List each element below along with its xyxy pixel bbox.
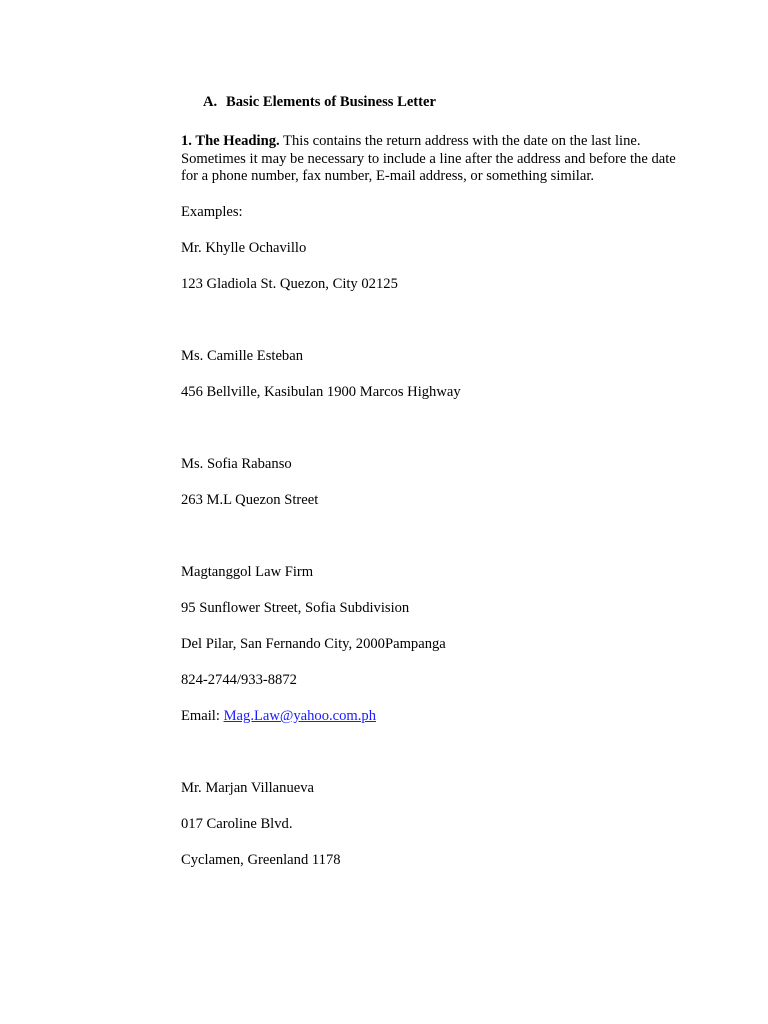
email-label: Email: [181,708,224,724]
example2-name: Ms. Camille Esteban [181,348,304,364]
section-heading [203,93,436,111]
section-title: Basic Elements of Business Letter [226,94,436,110]
example2-address: 456 Bellville, Kasibulan 1900 Marcos Highway [181,384,461,400]
section-letter: A. [203,94,218,110]
email-link[interactable]: Mag.Law@yahoo.com.ph [223,708,377,724]
example1-address: 123 Gladiola St. Quezon, City 02125 [181,276,398,292]
examples-label: Examples: [181,204,243,220]
paragraph-lead: 1. The Heading. [181,133,280,149]
example5-address1: 017 Caroline Blvd. [181,816,293,832]
example4-phone: 824-2744/933-8872 [181,672,297,688]
example4-address2: Del Pilar, San Fernando City, 2000Pampanga [181,636,446,652]
example4-name: Magtanggol Law Firm [181,564,314,580]
example4-email-line [181,707,376,725]
heading-paragraph [181,133,681,186]
example5-name: Mr. Marjan Villanueva [181,780,315,796]
example4-address1: 95 Sunflower Street, Sofia Subdivision [181,600,410,616]
example3-name: Ms. Sofia Rabanso [181,456,292,472]
example1-name: Mr. Khylle Ochavillo [181,240,307,256]
paragraph-text: This contains the return address with the date on the last line. Sometimes it may be necessary to include a line after the address and before the date for a phone number, fax number, E-mail address, or something similar. [181,133,676,184]
example3-address: 263 M.L Quezon Street [181,492,319,508]
example5-address2: Cyclamen, Greenland 1178 [181,852,341,868]
